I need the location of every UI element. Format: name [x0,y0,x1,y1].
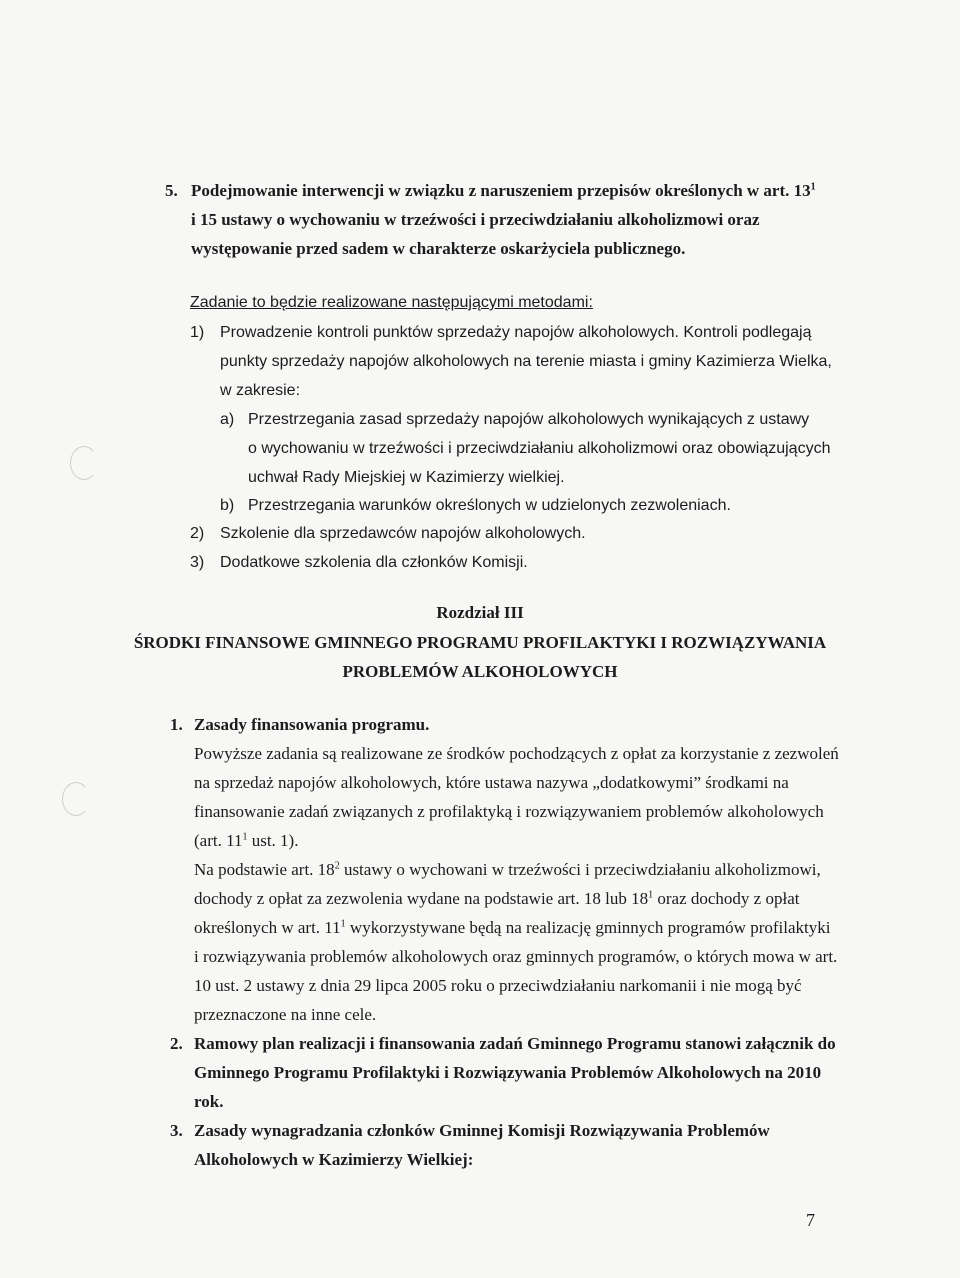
method-1-line-3: w zakresie: [220,382,301,399]
chapter-subtitle-line-1: ŚRODKI FINANSOWE GMINNEGO PROGRAMU PROFILAKTYKI I ROZWIĄZYWANIA [133,633,827,652]
methods-heading: Zadanie to będzie realizowane następującymi metodami: [190,294,593,311]
method-1-line-2: punkty sprzedaży napojów alkoholowych na terenie miasta i gminy Kazimierza Wielka, [220,353,832,370]
page-number: 7 [806,1210,815,1230]
method-2-line-1: Szkolenie dla sprzedawców napojów alkoholowych. [220,525,586,542]
point-1-paragraph-1-line-3: finansowanie zadań związanych z profilaktyką i rozwiązywaniem problemów alkoholowych [194,802,824,821]
section-5-heading-line-3: występowanie przed sadem w charakterze oskarżyciela publicznego. [191,239,686,258]
section-5-heading-line-1: Podejmowanie interwencji w związku z naruszeniem przepisów określonych w art. $13^1$ [191,181,816,200]
method-3-number: 3) [190,554,205,571]
point-1-number: 1. [170,715,183,734]
point-1-paragraph-2-line-4: i rozwiązywania problemów alkoholowych oraz gminnych programów, o których mowa w art. [194,947,838,966]
method-1b-line-1: Przestrzegania warunków określonych w udzielonych zezwoleniach. [248,497,731,514]
point-1-paragraph-2-line-6: przeznaczone na inne cele. [194,1005,377,1024]
point-1-paragraph-2-line-5: 10 ust. 2 ustawy z dnia 29 lipca 2005 roku o przeciwdziałaniu narkomanii i nie mogą być [194,976,802,995]
chapter-subtitle-line-2: PROBLEMÓW ALKOHOLOWYCH [342,662,618,681]
point-1-paragraph-1-line-2: na sprzedaż napojów alkoholowych, które ustawa nazywa „dodatkowymi” środkami na [194,773,789,792]
point-3-number: 3. [170,1121,183,1140]
point-1-paragraph-2-line-3: określonych w art. $11^1$ wykorzystywane będą na realizację gminnych programów profilaktyki [194,918,831,937]
section-5-number: 5. [165,181,178,200]
method-1-line-1: Prowadzenie kontroli punktów sprzedaży napojów alkoholowych. Kontroli podlegają [220,324,812,341]
method-1a-line-3: uchwał Rady Miejskiej w Kazimierzy wielkiej. [248,469,565,486]
chapter-title: Rozdział III [436,603,524,622]
method-1a-line-2: o wychowaniu w trzeźwości i przeciwdziałaniu alkoholizmowi oraz obowiązujących [248,440,831,457]
method-2-number: 2) [190,525,205,542]
point-2-line-2: Gminnego Programu Profilaktyki i Rozwiązywania Problemów Alkoholowych na 2010 [194,1063,822,1082]
point-1-paragraph-2-line-1: Na podstawie art. $18^2$ ustawy o wychowani w trzeźwości i przeciwdziałaniu alkoholizmowi, [194,860,821,879]
method-3-line-1: Dodatkowe szkolenia dla członków Komisji. [220,554,528,571]
point-1-title: Zasady finansowania programu. [194,715,430,734]
method-1b-number: b) [220,497,235,514]
method-1a-number: a) [220,411,235,428]
point-2-number: 2. [170,1034,183,1053]
section-5-heading-line-2: i 15 ustawy o wychowaniu w trzeźwości i przeciwdziałaniu alkoholizmowi oraz [191,210,760,229]
point-3-line-2: Alkoholowych w Kazimierzy Wielkiej: [194,1150,474,1169]
point-1-paragraph-2-line-2: dochody z opłat za zezwolenia wydane na podstawie art. 18 lub $18^1$ oraz dochody z opłat [194,889,800,908]
method-1a-line-1: Przestrzegania zasad sprzedaży napojów alkoholowych wynikających z ustawy [248,411,810,428]
point-1-paragraph-1-line-1: Powyższe zadania są realizowane ze środków pochodzących z opłat za korzystanie z zezwoleń [194,744,839,763]
punch-hole-mark [62,782,90,816]
point-2-line-3: rok. [194,1092,224,1111]
point-1-paragraph-1-line-4: (art. $11^1$ ust. 1). [194,831,299,850]
method-1-number: 1) [190,324,205,341]
punch-hole-mark [70,446,98,480]
point-3-line-1: Zasady wynagradzania członków Gminnej Komisji Rozwiązywania Problemów [194,1121,770,1140]
point-2-line-1: Ramowy plan realizacji i finansowania zadań Gminnego Programu stanowi załącznik do [194,1034,836,1053]
